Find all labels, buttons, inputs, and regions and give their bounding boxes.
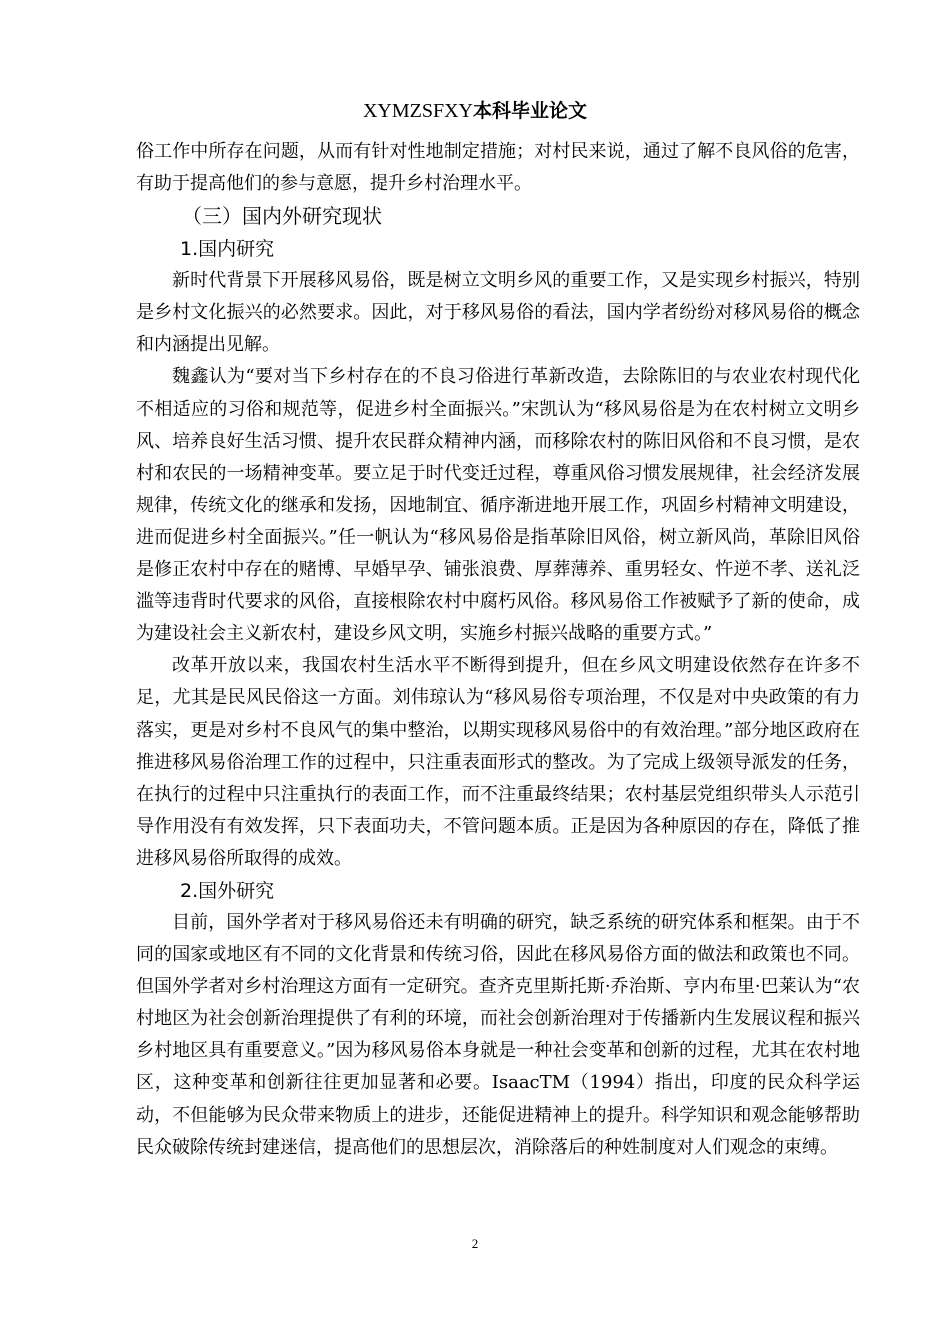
paragraph: 魏鑫认为“要对当下乡村存在的不良习俗进行革新改造，去除陈旧的与农业农村现代化不相适应的习俗和规范等，促进乡村全面振兴。”宋凯认为“移风易俗是为在农村树立文明乡风、培养良好生活习惯、提升农民群众精神内涵，而移除农村的陈旧风俗和不良习惯，是农村和农民的一场精神变革。要立足于时代变迁过程，尊重风俗习惯发展规律，社会经济发展规律，传统文化的继承和发扬，因地制宜、循序渐进地开展工作，巩固乡村精神文明建设，进而促进乡村全面振兴。”任一帆认为“移风易俗是指革除旧风俗，树立新风尚，革除旧风俗是修正农村中存在的赌博、早婚早孕、铺张浪费、厚葬薄养、重男轻女、忤逆不孝、送礼泛滥等违背时代要求的风俗，直接根除农村中腐朽风俗。移风易俗工作被赋予了新的使命，成为建设社会主义新农村，建设乡风文明，实施乡村振兴战略的重要方式。” bbox=[136, 366, 860, 645]
page-header bbox=[0, 96, 950, 125]
page-number: 2 bbox=[471, 1236, 479, 1251]
paragraph-continued: 俗工作中所存在问题，从而有针对性地制定措施；对村民来说，通过了解不良风俗的危害，有助于提高他们的参与意愿，提升乡村治理水平。 bbox=[136, 141, 860, 195]
paragraph: 新时代背景下开展移风易俗，既是树立文明乡风的重要工作，又是实现乡村振兴，特别是乡村文化振兴的必然要求。因此，对于移风易俗的看法，国内学者纷纷对移风易俗的概念和内涵提出见解。 bbox=[136, 270, 860, 356]
subsection-heading-foreign: 2.国外研究 bbox=[180, 879, 275, 902]
section-heading: （三）国内外研究现状 bbox=[182, 204, 382, 229]
document-body bbox=[136, 136, 860, 1164]
header-code: XYMZSFXY bbox=[362, 100, 473, 122]
subsection-heading-domestic: 1.国内研究 bbox=[180, 238, 275, 261]
header-title: 本科毕业论文 bbox=[473, 100, 588, 122]
paragraph: 目前，国外学者对于移风易俗还未有明确的研究，缺乏系统的研究体系和框架。由于不同的国家或地区有不同的文化背景和传统习俗，因此在移风易俗方面的做法和政策也不同。但国外学者对乡村治理这方面有一定研究。查齐克里斯托斯·乔治斯、亨内布里·巴莱认为“农村地区为社会创新治理提供了有利的环境，而社会创新治理对于传播新内生发展议程和振兴乡村地区具有重要意义。”因为移风易俗本身就是一种社会变革和创新的过程，尤其在农村地区，这种变革和创新往往更加显著和必要。IsaacTM（1994）指出，印度的民众科学运动，不但能够为民众带来物质上的进步，还能促进精神上的提升。科学知识和观念能够帮助民众破除传统封建迷信，提高他们的思想层次，消除落后的种姓制度对人们观念的束缚。 bbox=[136, 911, 860, 1158]
paragraph: 改革开放以来，我国农村生活水平不断得到提升，但在乡风文明建设依然存在许多不足，尤其是民风民俗这一方面。刘伟琼认为“移风易俗专项治理，不仅是对中央政策的有力落实，更是对乡村不良风气的集中整治，以期实现移风易俗中的有效治理。”部分地区政府在推进移风易俗治理工作的过程中，只注重表面形式的整改。为了完成上级领导派发的任务，在执行的过程中只注重执行的表面工作，而不注重最终结果；农村基层党组织带头人示范引导作用没有有效发挥，只下表面功夫，不管问题本质。正是因为各种原因的存在，降低了推进移风易俗所取得的成效。 bbox=[136, 655, 860, 869]
